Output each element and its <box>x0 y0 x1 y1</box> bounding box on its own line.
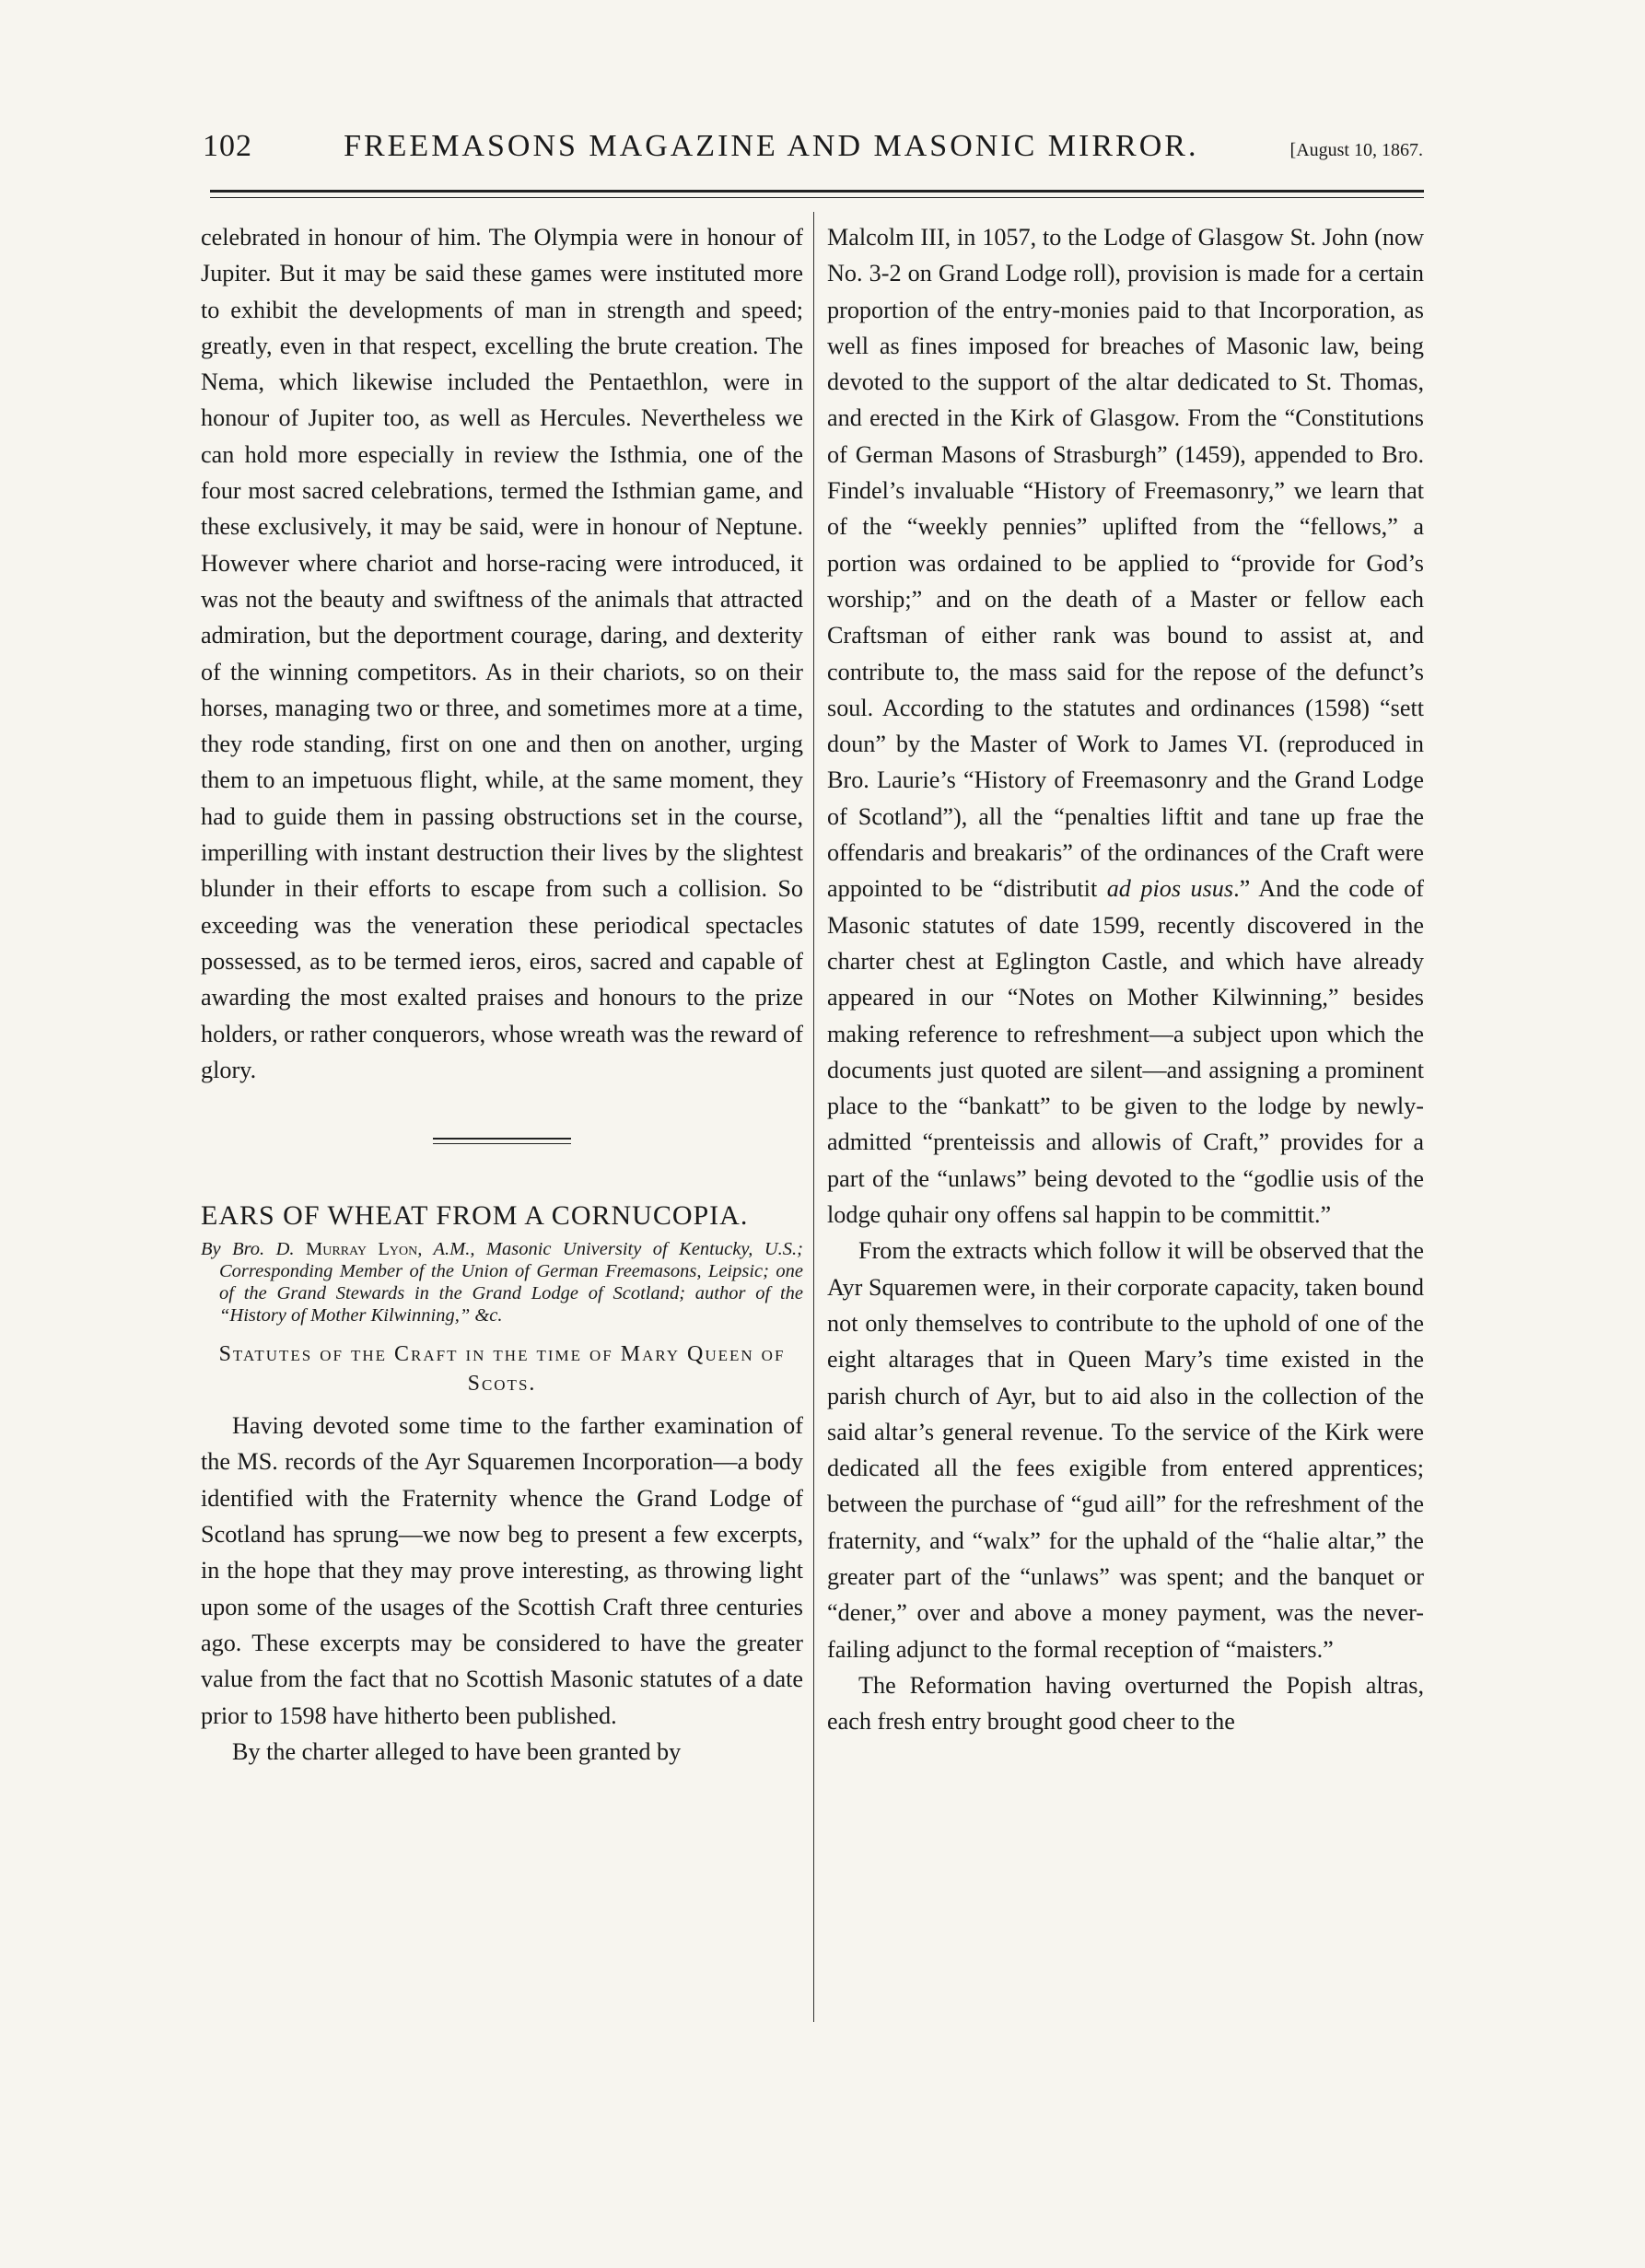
continuation-paragraph: celebrated in honour of him. The Olympia were in honour of Jupiter. But it may be said these games were instituted more to exhibit the developments of man in strength and speed; greatly, even in that respect, excelling the brute creation. The Nema, which likewise included the Pentaethlon, were in honour of Jupiter too, as well as Hercules. Nevertheless we can hold more especially in review the Isthmia, one of the four most sacred celebrations, termed the Isthmian game, and these exclusively, it may be said, were in honour of Neptune. However where chariot and horse-racing were introduced, it was not the beauty and swiftness of the animals that attracted admiration, but the deportment courage, daring, and dexterity of the winning competitors. As in their chariots, so on their horses, managing two or three, and sometimes more at a time, they rode standing, first on one and then on another, urging them to an impetuous flight, while, at the same moment, they had to guide them in passing obstructions set in the course, imperilling with instant destruction their lives by the slightest blunder in their efforts to escape from such a collision. So exceeding was the veneration these periodical spectacles possessed, as to be termed ieros, eiros, sacred and capable of awarding the most exalted praises and honours to the prize holders, or rather conquerors, whose wreath was the reward of glory. <box>201 224 803 1083</box>
header-rule-thick <box>210 190 1424 193</box>
masthead-title: FREEMASONS MAGAZINE AND MASONIC MIRROR. <box>344 129 1199 163</box>
byline-credentials: , A.M., Masonic University of Kentucky, U.S.; Corresponding Member of the Union of German Freemasons, Leipsic; one of the Grand Stewards in the Grand Lodge of Scotland; author of the “History of Mother Kilwinning,” &c. <box>219 1239 803 1327</box>
page-number: 102 <box>203 129 252 163</box>
section-separator <box>433 1138 571 1144</box>
page-header <box>203 129 1423 175</box>
body-paragraph-continued <box>827 219 1424 1233</box>
issue-date: [August 10, 1867. <box>1289 140 1423 160</box>
latin-phrase: ad pios usus <box>1106 875 1234 903</box>
body-paragraph: Having devoted some time to the farther examination of the MS. records of the Ayr Squaremen Incorporation—a body identified with the Fraternity whence the Grand Lodge of Scotland has sprung—we now beg to present a few excerpts, in the hope that they may prove interesting, as throwing light upon some of the usages of the Scottish Craft three centuries ago. These excerpts may be considered to have the greater value from the fact that no Scottish Masonic statutes of a date prior to 1598 have hitherto been published. <box>201 1412 803 1729</box>
article-byline <box>201 1238 803 1327</box>
paragraph-text-part-a: Malcolm III, in 1057, to the Lodge of Glasgow St. John (now No. 3-2 on Grand Lodge roll), provision is made for a certain proportion of the entry-monies paid to that Incorporation, as well as fines imposed for breaches of Masonic law, being devoted to the support of the altar dedicated to St. Thomas, and erected in the Kirk of Glasgow. From the “Constitutions of German Masons of Strasburgh” (1459), appended to Bro. Findel’s invaluable “History of Freemasonry,” we learn that of the “weekly pennies” uplifted from the “fellows,” a portion was ordained to be applied to “provide for God’s worship;” and on the death of a Master or fellow each Craftsman of either rank was bound to assist at, and contribute to, the mass said for the repose of the defunct’s soul. According to the statutes and ordinances (1598) “sett doun” by the Master of Work to James VI. (reproduced in Bro. Laurie’s “History of Freemasonry and the Grand Lodge of Scotland”), all the “penalties liftit and tane up frae the offendaris and breakaris” of the ordinances of the Craft were appointed to be “distributit <box>827 224 1424 903</box>
column-divider <box>813 212 814 2022</box>
byline-prefix: By Bro. D. <box>201 1239 307 1260</box>
header-rule-thin <box>210 197 1424 198</box>
left-column <box>201 219 803 1770</box>
section-heading: Statutes of the Craft in the time of Mary Queen of Scots. <box>218 1342 786 1397</box>
body-paragraph-continues: The Reformation having overturned the Popish altras, each fresh entry brought good cheer to the <box>827 1671 1424 1736</box>
right-column <box>827 219 1424 1739</box>
byline-author-name: Murray Lyon <box>306 1239 418 1260</box>
body-paragraph-continues: By the charter alleged to have been granted by <box>232 1737 682 1765</box>
article-title: EARS OF WHEAT FROM A CORNUCOPIA. <box>201 1200 749 1232</box>
paragraph-text-part-b: .” And the code of Masonic statutes of date 1599, recently discovered in the charter chest at Eglington Castle, and which have already appeared in our “Notes on Mother Kilwinning,” besides making reference to refreshment—a subject upon which the documents just quoted are silent—and assigning a prominent place to the “bankatt” to be given to the lodge by newly-admitted “prenteissis and allowis of Craft,” provides for a part of the “unlaws” being devoted to the “godlie usis of the lodge quhair ony offens sal happin to be committit.” <box>827 875 1424 1229</box>
body-paragraph: From the extracts which follow it will be observed that the Ayr Squaremen were, in their corporate capacity, taken bound not only themselves to contribute to the uphold of one of the eight altarages that in Queen Mary’s time existed in the parish church of Ayr, but to aid also in the collection of the said altar’s general revenue. To the service of the Kirk were dedicated all the fees exigible from entered apprentices; between the purchase of “gud aill” for the refreshment of the fraternity, and “walx” for the uphald of the “halie altar,” the greater part of the “unlaws” was spent; and the banquet or “dener,” over and above a money payment, was the never-failing adjunct to the formal reception of “maisters.” <box>827 1237 1424 1663</box>
